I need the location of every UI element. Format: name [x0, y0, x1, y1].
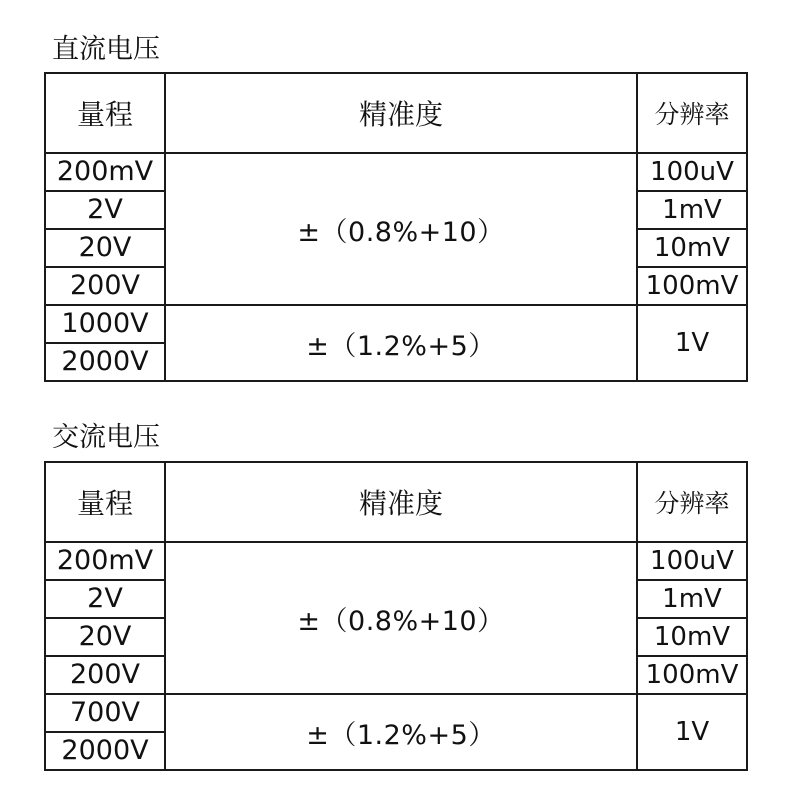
resolution-cell: 100mV: [637, 656, 747, 694]
resolution-cell: 10mV: [637, 618, 747, 656]
table-header-row: [45, 73, 747, 153]
range-cell: 200mV: [45, 542, 165, 580]
range-cell: 200V: [45, 656, 165, 694]
resolution-cell: 1V: [637, 694, 747, 770]
range-cell: 200mV: [45, 153, 165, 191]
resolution-cell: 1mV: [637, 580, 747, 618]
accuracy-cell: ±（1.2%+5）: [165, 694, 637, 770]
range-cell: 20V: [45, 229, 165, 267]
ac-voltage-spec-table: [44, 461, 748, 771]
resolution-cell: 1V: [637, 305, 747, 381]
header-resolution: 分辨率: [637, 73, 747, 153]
accuracy-cell: ±（0.8%+10）: [165, 153, 637, 305]
table-row: [45, 153, 747, 191]
resolution-cell: 100uV: [637, 542, 747, 580]
resolution-cell: 100uV: [637, 153, 747, 191]
header-accuracy: 精准度: [165, 462, 637, 542]
resolution-cell: 10mV: [637, 229, 747, 267]
header-range: 量程: [45, 73, 165, 153]
accuracy-cell: ±（1.2%+5）: [165, 305, 637, 381]
section-title-ac-voltage: 交流电压: [52, 422, 160, 453]
dc-voltage-spec-table: [44, 72, 748, 382]
range-cell: 1000V: [45, 305, 165, 343]
table-header-row: [45, 462, 747, 542]
accuracy-cell: ±（0.8%+10）: [165, 542, 637, 694]
range-cell: 2000V: [45, 343, 165, 381]
header-accuracy: 精准度: [165, 73, 637, 153]
range-cell: 2V: [45, 580, 165, 618]
table-row: [45, 694, 747, 732]
range-cell: 20V: [45, 618, 165, 656]
range-cell: 2V: [45, 191, 165, 229]
table-row: [45, 542, 747, 580]
header-resolution: 分辨率: [637, 462, 747, 542]
section-title-dc-voltage: 直流电压: [52, 34, 160, 65]
range-cell: 700V: [45, 694, 165, 732]
header-range: 量程: [45, 462, 165, 542]
resolution-cell: 100mV: [637, 267, 747, 305]
range-cell: 200V: [45, 267, 165, 305]
resolution-cell: 1mV: [637, 191, 747, 229]
table-row: [45, 305, 747, 343]
range-cell: 2000V: [45, 732, 165, 770]
